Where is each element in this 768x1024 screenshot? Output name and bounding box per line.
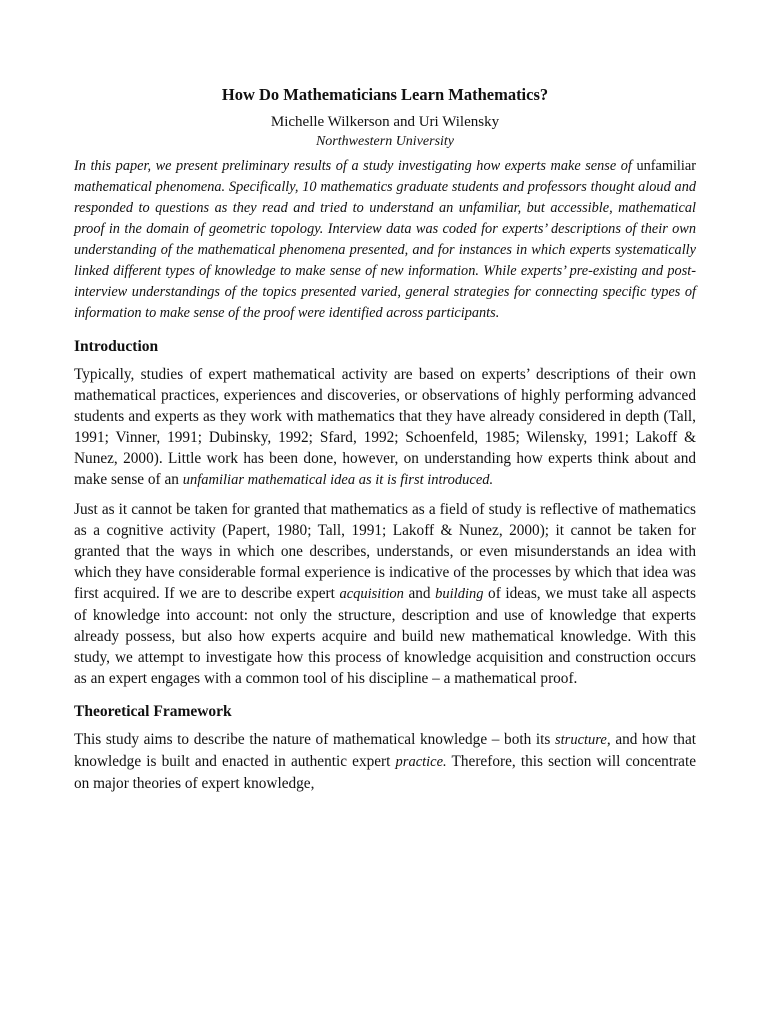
framework-p1-italic-structure: structure bbox=[555, 732, 607, 748]
intro-p2-italic-building: building bbox=[435, 586, 484, 602]
abstract-text-1: In this paper, we present preliminary results of a study investigating how experts make sense of bbox=[74, 158, 637, 174]
intro-p1-italic: unfamiliar mathematical idea as it is first introduced. bbox=[182, 472, 494, 488]
framework-p1-c: Therefore, this section will concentrate on major theories of expert knowledge, bbox=[74, 753, 696, 792]
introduction-paragraph-1 bbox=[74, 364, 696, 491]
abstract-text-2: mathematical phenomena. Specifically, 10 mathematics graduate students and professors thought aloud and responded to questions as they read and tried to understand an unfamiliar, but accessible, mathematical proof in the domain of geometric topology. Interview data was coded for experts’ descriptions of their own understanding of the mathematical phenomena presented, and for instances in which experts systematically linked different types of knowledge to make sense of new information. While experts’ pre-existing and post-interview understandings of the topics presented varied, general strategies for connecting specific types of information to make sense of the proof were identified across participants. bbox=[74, 179, 696, 321]
intro-p2-italic-acquisition: acquisition bbox=[339, 586, 404, 602]
intro-p1-text: Typically, studies of expert mathematical activity are based on experts’ descriptions of their own mathematical practices, experiences and discoveries, or observations of highly performing advanced students and experts as they work with mathematics that they have already considered in depth (Tall, 1991; Vinner, 1991; Dubinsky, 1992; Sfard, 1992; Schoenfeld, 1985; Wilensky, 1991; Lakoff & Nunez, 2000). Little work has been done, however, on understanding how experts think about and make sense of an bbox=[74, 366, 696, 488]
intro-p2-a: Just as it cannot be taken for granted that mathematics as a field of study is reflective of mathematics as a cognitive activity (Papert, 1980; Tall, 1991; Lakoff & Nunez, 2000); it cannot be taken for granted that the ways in which one describes, understands, or even misunderstands an idea with which they have considerable formal experience is indicative of the processes by which that idea was first acquired. If we are to describe expert bbox=[74, 501, 696, 602]
introduction-paragraph-2 bbox=[74, 499, 696, 689]
intro-p2-b: and bbox=[403, 585, 436, 602]
intro-p2-c: of ideas, we must take all aspects of knowledge into account: not only the structure, description and use of knowledge that experts already possess, but also how experts acquire and build new mathematical knowledge. With this study, we attempt to investigate how this process of knowledge acquisition and construction occurs as an expert engages with a common tool of his discipline – a mathematical proof. bbox=[74, 585, 696, 687]
framework-p1-a: This study aims to describe the nature of mathematical knowledge – both its bbox=[74, 731, 556, 748]
framework-p1-b: , and how that knowledge is built and enacted in authentic expert bbox=[74, 731, 696, 770]
framework-heading: Theoretical Framework bbox=[74, 703, 232, 720]
abstract-emphasis: unfamiliar bbox=[636, 158, 696, 174]
paper-page bbox=[74, 84, 696, 794]
introduction-heading: Introduction bbox=[74, 338, 159, 355]
paper-title: How Do Mathematicians Learn Mathematics? bbox=[221, 85, 549, 104]
framework-paragraph-1 bbox=[74, 729, 696, 794]
paper-authors: Michelle Wilkerson and Uri Wilensky bbox=[270, 114, 500, 130]
framework-p1-italic-practice: practice. bbox=[395, 754, 447, 770]
paper-affiliation: Northwestern University bbox=[315, 134, 455, 149]
abstract bbox=[74, 156, 696, 324]
